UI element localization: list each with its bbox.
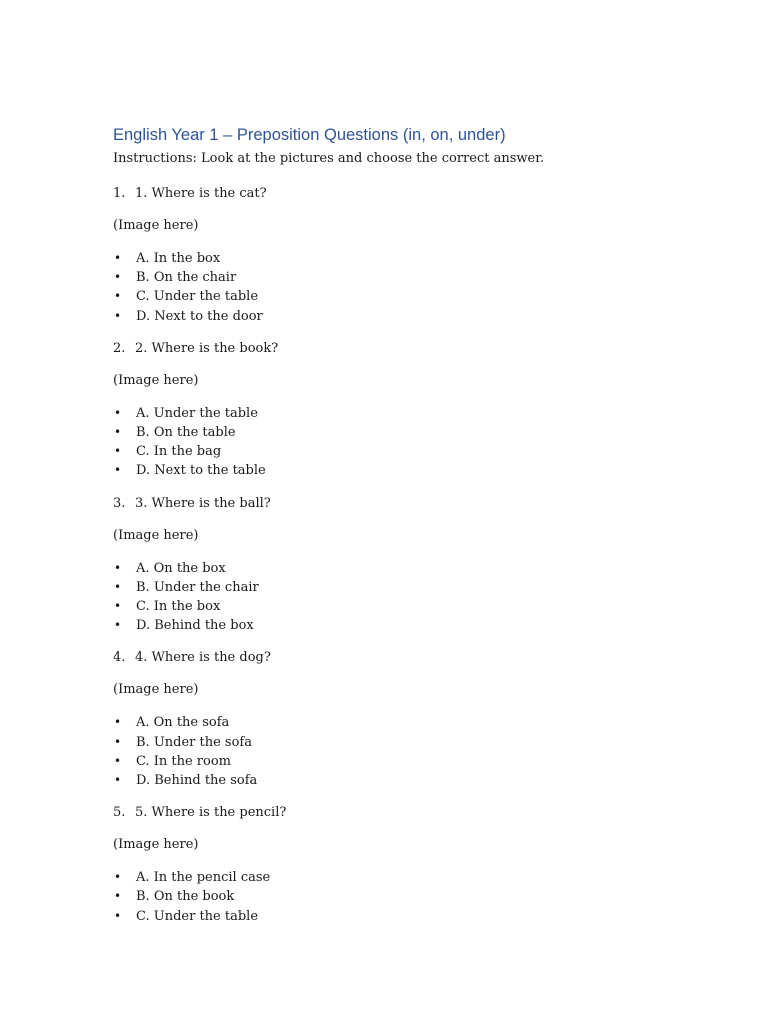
answer-option [113, 713, 713, 732]
answer-option [113, 616, 713, 635]
bullet-icon: • [114, 444, 122, 459]
answer-option [113, 461, 713, 480]
image-placeholder: (Image here) [113, 837, 199, 853]
bullet-icon: • [114, 908, 122, 923]
bullet-icon: • [114, 599, 122, 614]
page-title: English Year 1 – Preposition Questions (in, on, under) [113, 126, 506, 144]
question-1 [113, 185, 713, 203]
answer-option [113, 423, 713, 442]
answer-option [113, 597, 713, 616]
answer-option-label: A. Under the table [136, 405, 258, 421]
answer-option [113, 268, 713, 287]
question-5 [113, 804, 713, 822]
question-text: 3. Where is the ball? [135, 495, 271, 511]
answer-option [113, 752, 713, 771]
bullet-icon: • [114, 289, 122, 304]
question-text: 1. Where is the cat? [135, 186, 267, 201]
bullet-icon: • [114, 889, 122, 904]
answer-option-label: B. Under the sofa [136, 734, 252, 750]
answer-option-label: D. Behind the box [136, 618, 254, 634]
answer-option [113, 287, 713, 306]
answer-options [113, 404, 713, 481]
question-text: 2. Where is the book? [135, 340, 279, 356]
bullet-icon: • [114, 270, 122, 285]
question-number: 1. [113, 186, 126, 201]
question-number: 5. [113, 805, 126, 821]
answer-option-label: A. In the box [136, 251, 221, 266]
answer-option [113, 307, 713, 326]
answer-option-label: C. In the room [136, 753, 232, 769]
answer-option [113, 578, 713, 597]
answer-options [113, 559, 713, 636]
bullet-icon: • [114, 308, 122, 323]
bullet-icon: • [114, 715, 122, 730]
answer-option-label: B. On the chair [136, 270, 237, 286]
question-2 [113, 340, 713, 358]
bullet-icon: • [114, 734, 122, 749]
bullet-icon: • [114, 560, 122, 575]
bullet-icon: • [114, 870, 122, 885]
question-text: 5. Where is the pencil? [135, 805, 287, 821]
bullet-icon: • [114, 618, 122, 633]
question-list [113, 185, 713, 926]
answer-option-label: A. On the sofa [136, 715, 230, 731]
bullet-icon: • [114, 405, 122, 420]
answer-option [113, 249, 713, 268]
bullet-icon: • [114, 753, 122, 768]
bullet-icon: • [114, 251, 122, 265]
bullet-icon: • [114, 463, 122, 478]
answer-option [113, 404, 713, 423]
answer-option [113, 442, 713, 461]
question-4 [113, 649, 713, 667]
answer-option-label: C. Under the table [136, 908, 259, 924]
answer-option [113, 907, 713, 926]
answer-option-label: B. On the book [136, 889, 235, 905]
answer-option-label: C. Under the table [136, 289, 259, 305]
answer-option-label: D. Next to the table [136, 463, 266, 479]
question-number: 2. [113, 340, 126, 356]
image-placeholder: (Image here) [113, 218, 199, 233]
answer-option [113, 771, 713, 790]
bullet-icon: • [114, 579, 122, 594]
image-placeholder: (Image here) [113, 527, 199, 543]
answer-option [113, 887, 713, 906]
answer-options [113, 249, 713, 326]
answer-option-label: B. On the table [136, 425, 236, 441]
answer-option-label: A. In the pencil case [136, 870, 271, 886]
answer-option-label: D. Behind the sofa [136, 773, 258, 789]
answer-options [113, 713, 713, 790]
question-3 [113, 495, 713, 513]
bullet-icon: • [114, 425, 122, 440]
worksheet-page [113, 123, 713, 926]
answer-option-label: A. On the box [136, 560, 226, 576]
question-text: 4. Where is the dog? [135, 650, 271, 666]
answer-option-label: C. In the bag [136, 444, 222, 460]
answer-option-label: C. In the box [136, 599, 221, 615]
answer-option [113, 559, 713, 578]
instructions-text: Instructions: Look at the pictures and choose the correct answer. [113, 151, 545, 166]
answer-option [113, 733, 713, 752]
answer-option [113, 868, 713, 887]
answer-option-label: B. Under the chair [136, 579, 259, 595]
image-placeholder: (Image here) [113, 682, 199, 698]
question-number: 3. [113, 495, 126, 511]
answer-option-label: D. Next to the door [136, 308, 263, 324]
answer-options [113, 868, 713, 926]
question-number: 4. [113, 650, 126, 666]
bullet-icon: • [114, 773, 122, 788]
image-placeholder: (Image here) [113, 372, 199, 388]
